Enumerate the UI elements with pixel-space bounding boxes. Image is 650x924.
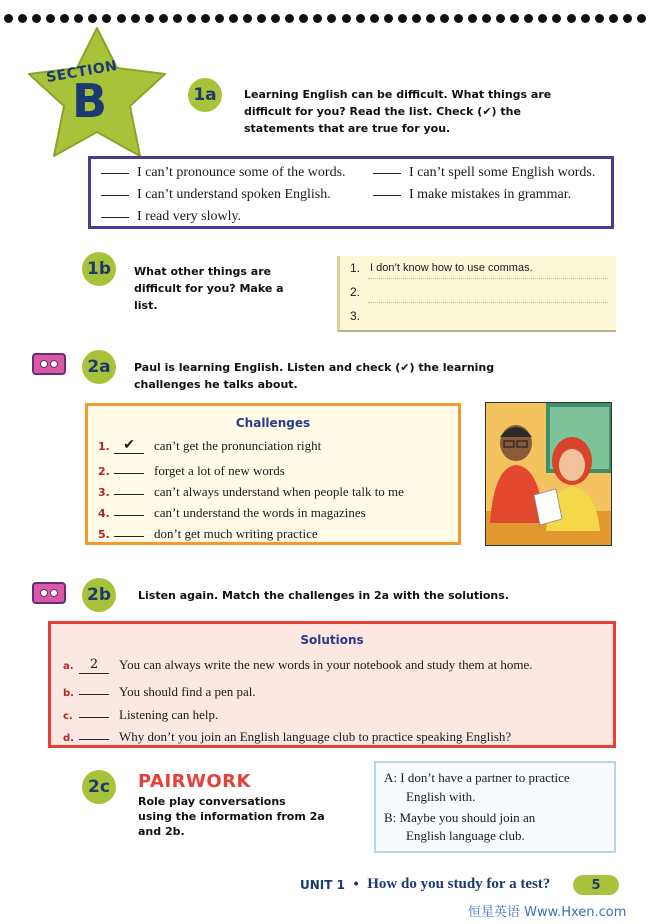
- watermark: 恒星英语 Www.Hxen.com: [468, 905, 627, 920]
- border-dot: [623, 14, 632, 23]
- border-dot: [370, 14, 379, 23]
- activity-number-2c: 2c: [82, 770, 116, 804]
- dialogue-line: English language club.: [406, 828, 525, 843]
- solution-letter: a.: [63, 661, 74, 672]
- checklist-item-text: I can’t understand spoken English.: [137, 187, 331, 202]
- list-line: [368, 278, 608, 279]
- border-dot: [384, 14, 393, 23]
- checklist-item[interactable]: [373, 187, 571, 203]
- challenge-row[interactable]: [98, 522, 318, 542]
- instruction-2c: [138, 794, 368, 839]
- challenge-text: can’t understand the words in magazines: [154, 505, 366, 520]
- pairwork-title: PAIRWORK: [138, 771, 251, 792]
- solutions-header: Solutions: [300, 633, 364, 647]
- check-blank[interactable]: [114, 459, 144, 474]
- border-dot: [32, 14, 41, 23]
- solution-text: Listening can help.: [119, 707, 219, 722]
- instruction-1b-line: list.: [134, 299, 158, 312]
- check-blank[interactable]: [373, 173, 401, 174]
- solution-text: You should find a pen pal.: [119, 684, 256, 699]
- checklist-item-text: I read very slowly.: [137, 209, 242, 224]
- instruction-1a-line: Learning English can be difficult. What things are: [244, 88, 552, 101]
- check-blank[interactable]: [373, 195, 401, 196]
- border-dot: [538, 14, 547, 23]
- challenge-text: forget a lot of new words: [154, 463, 285, 478]
- border-dot: [567, 14, 576, 23]
- border-dot: [229, 14, 238, 23]
- solution-row[interactable]: [63, 680, 256, 700]
- border-dot: [243, 14, 252, 23]
- check-blank[interactable]: [114, 501, 144, 516]
- border-dot: [468, 14, 477, 23]
- list-number: 1.: [350, 261, 361, 275]
- instruction-1a-line: difficult for you? Read the list. Check (✔) the: [244, 105, 521, 118]
- list-entry[interactable]: I don’t know how to use commas.: [370, 262, 533, 274]
- section-label: SECTION: [45, 57, 119, 87]
- solutions-box: [48, 621, 616, 748]
- own-list-1b: [337, 256, 616, 332]
- border-dot: [74, 14, 83, 23]
- border-dot: [595, 14, 604, 23]
- border-dot: [46, 14, 55, 23]
- border-dot: [454, 14, 463, 23]
- checklist-box-1a: [88, 156, 614, 229]
- check-blank[interactable]: [114, 480, 144, 495]
- checklist-item[interactable]: [373, 165, 595, 181]
- solution-letter: b.: [63, 688, 74, 699]
- answer-blank[interactable]: [79, 680, 109, 695]
- solution-row[interactable]: [63, 725, 511, 745]
- instruction-1a-line: statements that are true for you.: [244, 122, 451, 135]
- answer-blank[interactable]: [79, 725, 109, 740]
- dialogue-line: A: I don’t have a partner to practice: [384, 770, 570, 785]
- page-footer: [300, 876, 550, 893]
- instruction-1a: [244, 86, 624, 137]
- challenge-text: don’t get much writing practice: [154, 526, 318, 541]
- border-dot: [412, 14, 421, 23]
- check-blank[interactable]: [101, 195, 129, 196]
- border-dot: [356, 14, 365, 23]
- border-dot: [102, 14, 111, 23]
- challenge-text: can’t get the pronunciation right: [154, 438, 322, 453]
- checklist-item[interactable]: [101, 165, 346, 181]
- border-dot: [609, 14, 618, 23]
- challenge-number: 1.: [98, 440, 110, 453]
- unit-label: UNIT 1: [300, 877, 345, 892]
- border-dot: [4, 14, 13, 23]
- cassette-icon[interactable]: [32, 582, 66, 604]
- check-blank[interactable]: [101, 173, 129, 174]
- instruction-2a-line: challenges he talks about.: [134, 378, 298, 391]
- border-dot: [257, 14, 266, 23]
- challenge-number: 2.: [98, 465, 110, 478]
- students-illustration: [485, 402, 612, 546]
- border-dot: [18, 14, 27, 23]
- checklist-item-text: I can’t pronounce some of the words.: [137, 165, 346, 180]
- list-number: 2.: [350, 285, 361, 299]
- border-dot: [637, 14, 646, 23]
- instruction-2c-line: using the information from 2a: [138, 810, 325, 823]
- activity-number-1b: 1b: [82, 252, 116, 286]
- border-dot: [440, 14, 449, 23]
- cassette-icon[interactable]: [32, 353, 66, 375]
- solution-letter: c.: [63, 711, 73, 722]
- border-dot: [215, 14, 224, 23]
- unit-title: How do you study for a test?: [367, 876, 551, 892]
- activity-number-2a: 2a: [82, 350, 116, 384]
- border-dot: [398, 14, 407, 23]
- border-dot: [159, 14, 168, 23]
- border-dot: [60, 14, 69, 23]
- instruction-1b-line: What other things are: [134, 265, 272, 278]
- footer-bullet: •: [351, 876, 361, 893]
- solution-text: Why don’t you join an English language club to practice speaking English?: [119, 729, 512, 744]
- dialogue-line: B: Maybe you should join an: [384, 810, 536, 825]
- border-dot: [342, 14, 351, 23]
- check-blank[interactable]: [101, 217, 129, 218]
- border-dot: [510, 14, 519, 23]
- check-blank[interactable]: ✔: [114, 439, 144, 454]
- border-dot: [131, 14, 140, 23]
- activity-number-2b: 2b: [82, 578, 116, 612]
- border-dot: [299, 14, 308, 23]
- border-dot: [271, 14, 280, 23]
- list-number: 3.: [350, 309, 361, 323]
- border-dot: [426, 14, 435, 23]
- border-dot: [187, 14, 196, 23]
- checklist-item[interactable]: [101, 209, 241, 225]
- border-dot: [117, 14, 126, 23]
- activity-number-1a: 1a: [188, 78, 222, 112]
- challenge-row[interactable]: [98, 480, 404, 500]
- challenge-number: 3.: [98, 486, 110, 499]
- check-blank[interactable]: [114, 522, 144, 537]
- border-dot: [201, 14, 210, 23]
- checklist-item-text: I make mistakes in grammar.: [409, 187, 572, 202]
- border-dot: [313, 14, 322, 23]
- solution-row[interactable]: [63, 657, 533, 674]
- border-dot: [145, 14, 154, 23]
- dialogue-box: [374, 761, 616, 853]
- border-dot: [482, 14, 491, 23]
- border-dot: [88, 14, 97, 23]
- border-dot: [552, 14, 561, 23]
- dialogue-line: English with.: [406, 789, 476, 804]
- solution-row[interactable]: [63, 703, 218, 723]
- border-dot: [496, 14, 505, 23]
- instruction-1b-line: difficult for you? Make a: [134, 282, 284, 295]
- instruction-2c-line: Role play conversations: [138, 795, 286, 808]
- answer-blank[interactable]: 2: [79, 659, 109, 674]
- challenges-header: Challenges: [235, 416, 311, 430]
- checklist-item[interactable]: [101, 187, 331, 203]
- instruction-2c-line: and 2b.: [138, 825, 185, 838]
- border-dot: [173, 14, 182, 23]
- instruction-1b: [134, 263, 324, 314]
- border-dot: [327, 14, 336, 23]
- page-number: 5: [573, 875, 619, 895]
- section-letter: B: [72, 74, 108, 128]
- challenge-text: can’t always understand when people talk to me: [154, 484, 404, 499]
- border-dot: [581, 14, 590, 23]
- challenges-box: [85, 403, 461, 545]
- checklist-item-text: I can’t spell some English words.: [409, 165, 596, 180]
- border-dot: [524, 14, 533, 23]
- instruction-2a-line: Paul is learning English. Listen and check (✔) the learning: [134, 361, 495, 374]
- challenge-row[interactable]: [98, 459, 285, 479]
- answer-blank[interactable]: [79, 703, 109, 718]
- list-line: [368, 302, 608, 303]
- instruction-2a: [134, 359, 574, 393]
- challenge-row[interactable]: [98, 438, 321, 454]
- solution-letter: d.: [63, 733, 74, 744]
- instruction-2b: Listen again. Match the challenges in 2a with the solutions.: [138, 589, 509, 602]
- solution-text: You can always write the new words in your notebook and study them at home.: [119, 657, 533, 672]
- challenge-row[interactable]: [98, 501, 366, 521]
- border-dot: [285, 14, 294, 23]
- challenge-number: 5.: [98, 528, 110, 541]
- challenge-number: 4.: [98, 507, 110, 520]
